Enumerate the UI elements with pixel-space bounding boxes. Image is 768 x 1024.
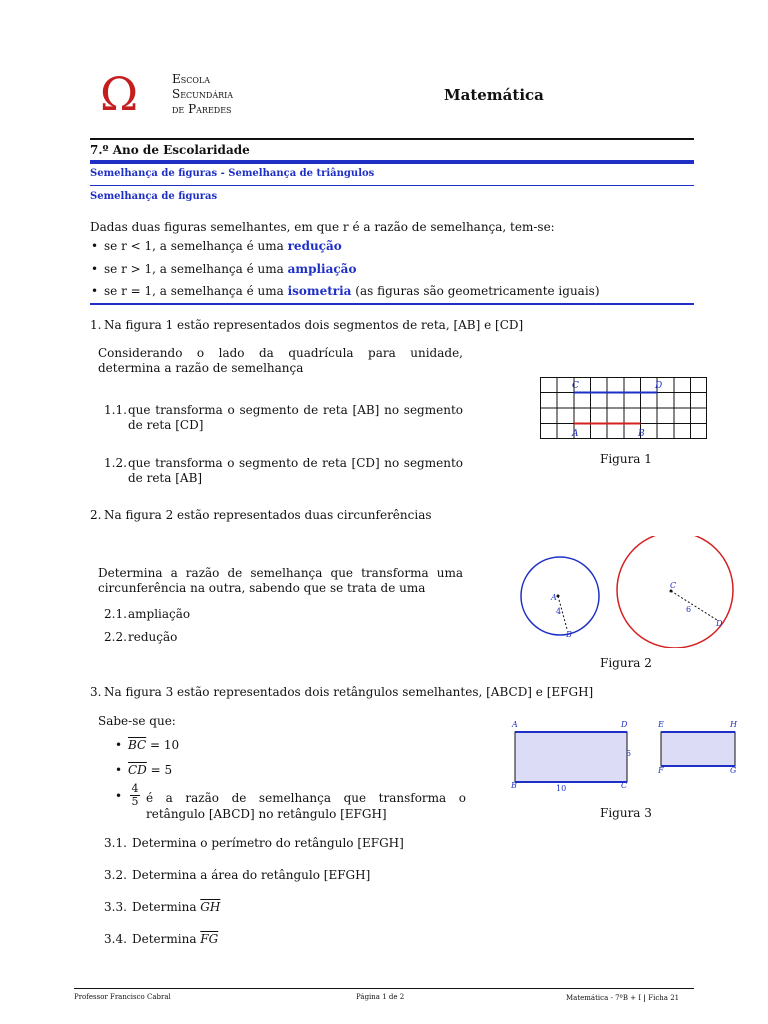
q3-sub2-number: 3.2. — [104, 868, 127, 882]
footer-sheet: Ficha 21 — [648, 994, 680, 1002]
q3-context: Sabe-se que: — [98, 714, 176, 728]
q3-fact-2 — [128, 763, 172, 778]
footer-ref-text: Matemática - 7ºB + I — [566, 994, 642, 1002]
label-a: A — [572, 429, 579, 439]
small-radius-value: 4 — [556, 607, 562, 616]
q3-fact-1 — [128, 738, 179, 753]
footer-author: Professor Francisco Cabral — [74, 993, 171, 1001]
q2-sub1-text: ampliação — [128, 607, 191, 621]
ratio-numerator: 4 — [131, 782, 139, 795]
q3-sub3-label: Determina — [132, 900, 201, 914]
q3-statement: Na figura 3 estão representados dois retângulos semelhantes, [ABCD] e [EFGH] — [104, 685, 594, 699]
intro-bullet-3-text: se r = 1, a semelhança é uma — [104, 284, 288, 298]
q3-sub1-number: 3.1. — [104, 836, 127, 850]
height-value: 5 — [626, 749, 632, 758]
label-f: F — [658, 766, 664, 775]
label-b: B — [511, 781, 517, 790]
q1-sub2-number: 1.2. — [104, 456, 127, 470]
term-ampliacao: ampliação — [287, 262, 357, 276]
large-circle — [617, 536, 733, 648]
fact-1-value: = 10 — [146, 738, 180, 752]
label-g: G — [730, 766, 737, 775]
grade-title: 7.º Ano de Escolaridade — [90, 143, 250, 157]
school-name-line1: Escola — [172, 72, 211, 86]
q3-sub4-label: Determina — [132, 932, 201, 946]
label-d: D — [621, 720, 628, 729]
label-d: D — [655, 381, 663, 391]
intro-bullet-1 — [104, 239, 694, 254]
figure-2-circles — [515, 536, 745, 648]
label-a: A — [512, 720, 518, 729]
large-radius — [671, 591, 717, 620]
q3-sub4-number: 3.4. — [104, 932, 127, 946]
q2-statement: Na figura 2 estão representados duas circunferências — [104, 508, 432, 522]
fact-3-text: é a razão de semelhança que transforma o retângulo [ABCD] no retângulo [EFGH] — [146, 791, 466, 821]
intro-rule — [90, 303, 694, 305]
segment-cd: $\overline{CD}$ — [128, 763, 147, 777]
figure-2-caption: Figura 2 — [600, 656, 652, 670]
label-c: C — [572, 381, 579, 391]
q1-sub1-text: que transforma o segmento de reta [AB] no segmento de reta [CD] — [128, 403, 463, 432]
intro-bullet-2 — [104, 262, 694, 277]
intro-lead: Dadas duas figuras semelhantes, em que r é a razão de semelhança, tem-se: — [90, 220, 555, 234]
q3-sub2-text: Determina a área do retângulo [EFGH] — [132, 868, 371, 882]
intro-bullet-2-text: se r > 1, a semelhança é uma — [104, 262, 288, 276]
width-value: 10 — [556, 784, 567, 793]
intro-bullet-3-post: (as figuras são geometricamente iguais) — [351, 284, 600, 298]
q2-sub2-text: redução — [128, 630, 178, 644]
label-h: H — [730, 720, 737, 729]
subject-title: Matemática — [444, 86, 544, 104]
center-a-dot — [557, 595, 560, 598]
q1-statement: Na figura 1 estão representados dois segmentos de reta, [AB] e [CD] — [104, 318, 524, 332]
figure-3-caption: Figura 3 — [600, 806, 652, 820]
topic-rule — [90, 185, 694, 186]
segment-bc: $\overline{BC}$ — [128, 738, 147, 752]
topic-title: Semelhança de figuras - Semelhança de triângulos — [90, 168, 375, 179]
label-c: C — [621, 781, 628, 790]
q1-context: Considerando o lado da quadrícula para unidade, determina a razão de semelhança — [98, 346, 463, 375]
term-isometria: isometria — [287, 284, 352, 298]
label-a: A — [551, 593, 557, 602]
label-b: B — [566, 630, 572, 639]
footer-rule — [74, 988, 694, 989]
school-logo: Ω — [100, 67, 139, 121]
rect-efgh — [661, 732, 735, 766]
label-d: D — [716, 619, 723, 628]
grade-rule — [90, 160, 694, 164]
q3-sub4-text — [132, 932, 218, 947]
bullet-dot: • — [115, 789, 123, 803]
q3-sub3-number: 3.3. — [104, 900, 127, 914]
q1-sub1-number: 1.1. — [104, 403, 127, 417]
figure-1-grid — [540, 377, 710, 443]
figure-1-caption: Figura 1 — [600, 452, 652, 466]
q1-sub2-text: que transforma o segmento de reta [CD] no segmento de reta [AB] — [128, 456, 463, 485]
term-reducao: redução — [287, 239, 342, 253]
intro-bullet-3 — [104, 284, 694, 299]
school-name-line2: Secundária — [172, 87, 234, 101]
segment-gh: $\overline{GH}$ — [200, 900, 221, 914]
q2-sub1-number: 2.1. — [104, 607, 127, 621]
intro-bullet-1-text: se r < 1, a semelhança é uma — [104, 239, 288, 253]
school-name-line3: de Paredes — [172, 102, 232, 116]
fact-2-value: = 5 — [146, 763, 173, 777]
footer-page: Página 1 de 2 — [356, 993, 405, 1001]
q1-number: 1. — [90, 318, 102, 332]
footer-separator: | — [643, 993, 649, 1002]
q3-sub3-text — [132, 900, 220, 915]
ratio-denominator: 5 — [131, 795, 139, 808]
rect-abcd — [515, 732, 627, 782]
label-e: E — [658, 720, 664, 729]
q2-context: Determina a razão de semelhança que transforma uma circunferência na outra, sabendo que se trata de uma — [98, 566, 463, 595]
school-name — [172, 72, 233, 117]
footer-ref — [566, 993, 679, 1002]
label-c: C — [670, 581, 677, 590]
figure-3-rectangles — [508, 716, 744, 796]
subtopic-title: Semelhança de figuras — [90, 191, 218, 202]
ratio-fraction — [130, 783, 140, 808]
q2-number: 2. — [90, 508, 102, 522]
q3-number: 3. — [90, 685, 102, 699]
q3-sub1-text: Determina o perímetro do retângulo [EFGH] — [132, 836, 404, 850]
large-radius-value: 6 — [686, 605, 692, 614]
header-rule — [90, 138, 694, 140]
label-b: B — [638, 429, 645, 439]
small-circle — [521, 557, 599, 635]
segment-fg: $\overline{FG}$ — [200, 932, 219, 946]
q2-sub2-number: 2.2. — [104, 630, 127, 644]
